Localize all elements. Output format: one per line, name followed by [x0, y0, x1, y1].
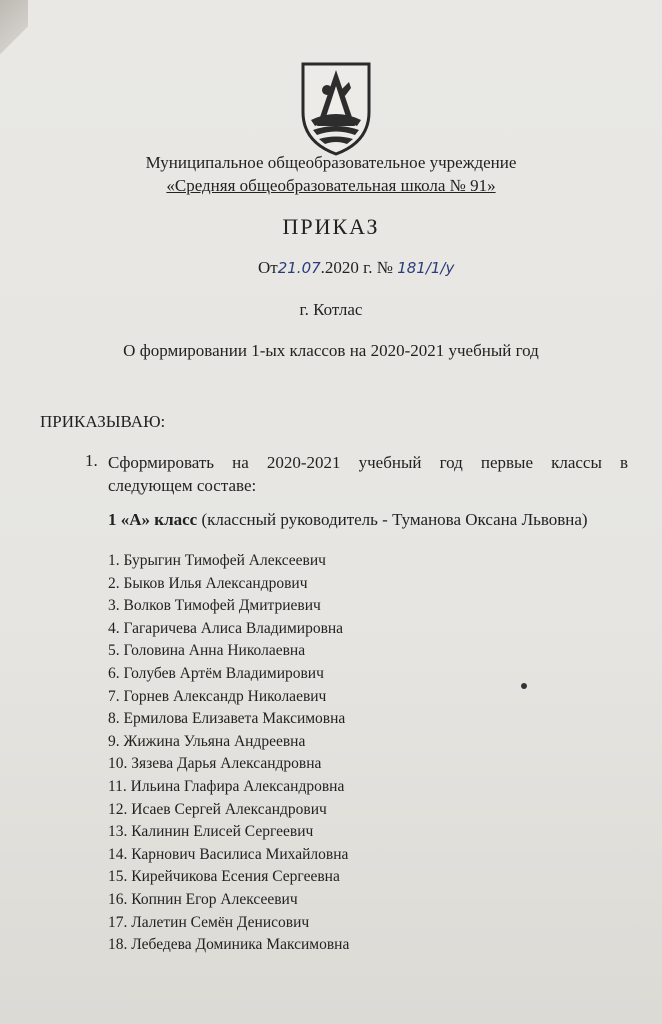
- class-name: 1 «А» класс: [108, 510, 198, 529]
- class-teacher: (классный руководитель - Туманова Оксана Львовна): [197, 510, 588, 529]
- student-list-item: 15. Кирейчикова Есения Сергеевна: [108, 868, 340, 886]
- student-list-item: 4. Гагаричева Алиса Владимировна: [108, 619, 344, 637]
- student-list: [108, 550, 349, 957]
- student-list-item: 5. Головина Анна Николаевна: [108, 642, 306, 660]
- coat-of-arms-icon: [297, 60, 375, 156]
- student-list-item: 3. Волков Тимофей Дмитриевич: [108, 597, 321, 615]
- date-suffix: .2020 г. №: [320, 258, 393, 277]
- directive: ПРИКАЗЫВАЮ:: [40, 412, 166, 431]
- student-list-item: 18. Лебедева Доминика Максимовна: [108, 936, 350, 954]
- school-name: «Средняя общеобразовательная школа № 91»: [166, 176, 496, 195]
- order-date-number: [258, 258, 454, 278]
- item-word: классы: [551, 453, 602, 472]
- student-list-item: 13. Калинин Елисей Сергеевич: [108, 823, 314, 841]
- student-list-item: 1. Бурыгин Тимофей Алексеевич: [108, 552, 326, 569]
- handwritten-date: 21.07: [277, 259, 321, 277]
- item-word: 2020-2021: [266, 453, 341, 472]
- item-word: в: [619, 453, 628, 472]
- handwritten-number: 181/1/у: [397, 259, 455, 277]
- order-subject: О формировании 1-ых классов на 2020-2021 учебный год: [123, 341, 539, 360]
- student-list-item: 17. Лалетин Семён Денисович: [108, 913, 310, 931]
- item-number: 1.: [85, 451, 98, 470]
- student-list-item: 14. Карнович Василиса Михайловна: [108, 845, 349, 863]
- page-fold: [0, 0, 28, 70]
- student-list-item: 7. Горнев Александр Николаевич: [108, 687, 327, 705]
- student-list-item: 8. Ермилова Елизавета Максимовна: [108, 710, 346, 728]
- student-list-item: 6. Голубев Артём Владимирович: [108, 664, 324, 682]
- item-text: [108, 451, 628, 497]
- student-list-item: 11. Ильина Глафира Александровна: [108, 777, 345, 795]
- item-word: на: [232, 453, 249, 472]
- item-word: первые: [480, 453, 533, 472]
- student-list-item: 9. Жижина Ульяна Андреевна: [108, 732, 306, 750]
- document-title: ПРИКАЗ: [282, 214, 380, 239]
- item-word: учебный: [358, 453, 422, 472]
- student-list-item: 10. Зязева Дарья Александровна: [108, 755, 322, 773]
- city: г. Котлас: [299, 300, 363, 319]
- student-list-item: 12. Исаев Сергей Александрович: [108, 800, 327, 818]
- ink-speck: [521, 683, 527, 689]
- class-heading: [108, 510, 588, 530]
- student-list-item: 2. Быков Илья Александрович: [108, 574, 308, 592]
- institution-name: Муниципальное общеобразовательное учреждение: [145, 153, 517, 172]
- date-prefix: От: [258, 258, 278, 277]
- item-line-1: [108, 451, 628, 474]
- item-word: год: [439, 453, 463, 472]
- item-word: Сформировать: [108, 453, 215, 472]
- item-line-2: следующем составе:: [108, 476, 257, 495]
- student-list-item: 16. Копнин Егор Алексеевич: [108, 890, 298, 908]
